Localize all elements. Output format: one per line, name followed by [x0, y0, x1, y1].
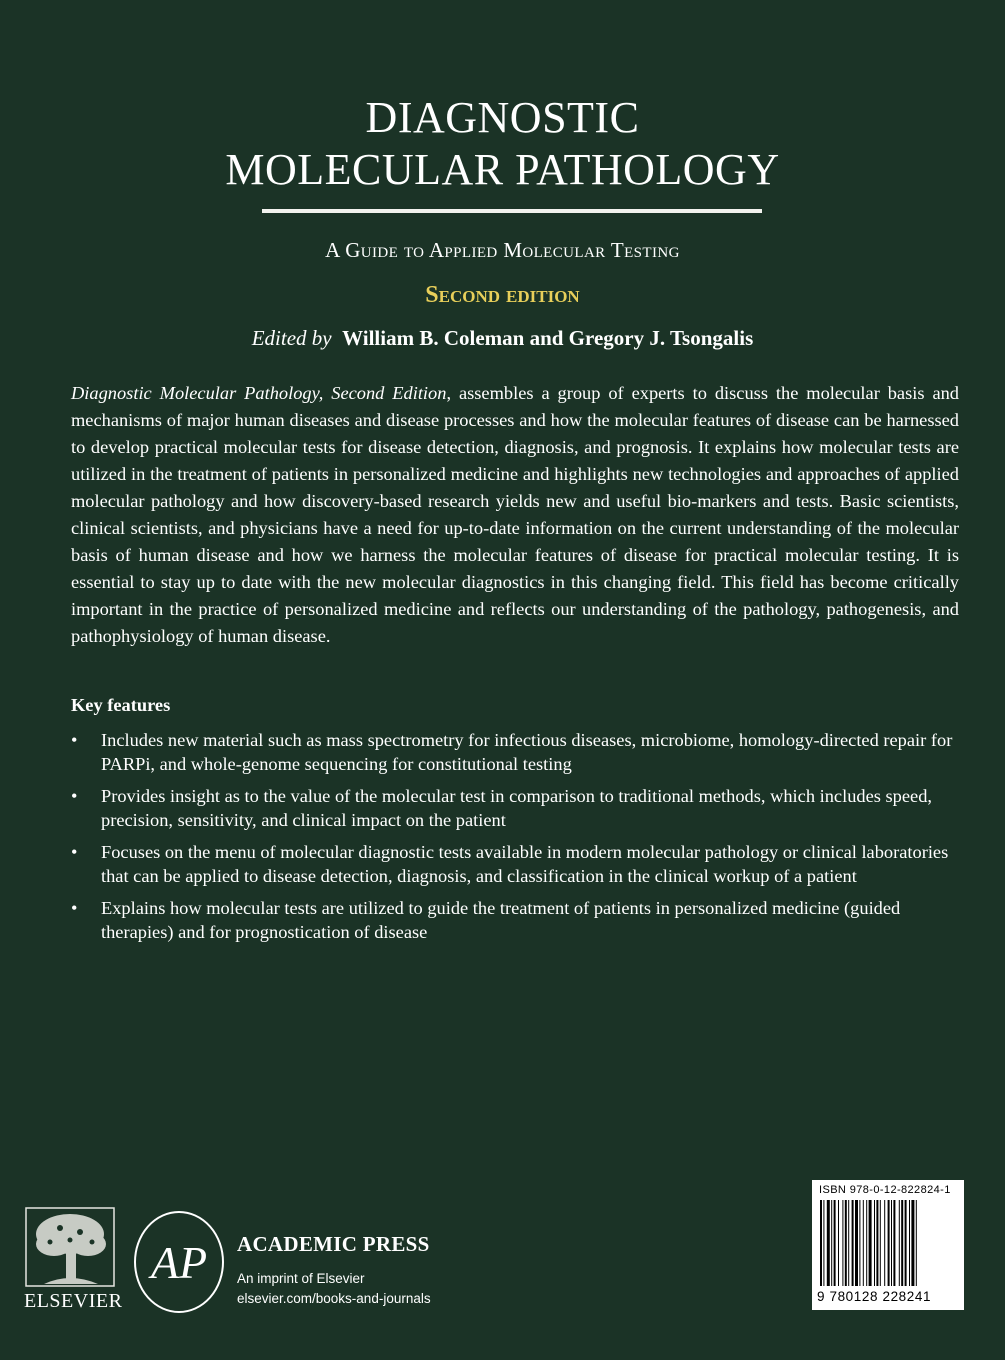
publisher-url: elsevier.com/books-and-journals [237, 1291, 431, 1306]
description-book-title: Diagnostic Molecular Pathology, Second Edition [71, 383, 447, 403]
barcode-bar [884, 1200, 885, 1286]
isbn-label: ISBN 978-0-12-822824-1 [819, 1184, 951, 1196]
edition-label: Second edition [425, 282, 580, 308]
barcode-bar [891, 1200, 892, 1286]
key-feature-item [71, 840, 961, 888]
barcode-bar [888, 1200, 890, 1286]
barcode-number: 9 780128 228241 [817, 1289, 932, 1304]
barcode-bar [905, 1200, 907, 1286]
edited-by-label: Edited by [251, 326, 332, 350]
ap-monogram: AP [150, 1237, 208, 1288]
description-paragraph [71, 380, 959, 650]
editor-names: William B. Coleman and Gregory J. Tsongalis [342, 326, 754, 350]
academic-press-name: ACADEMIC PRESS [237, 1232, 430, 1256]
editors-line [0, 326, 1005, 351]
bullet-icon: • [71, 898, 78, 918]
bullet-icon: • [71, 842, 78, 862]
barcode-bar [845, 1200, 847, 1286]
barcode-bar [911, 1200, 914, 1286]
description-text: , assembles a group of experts to discuss the molecular basis and mechanisms of major human diseases and disease processes and how the molecular features of disease can be harnessed to develop practical molecular tests for disease detection, diagnosis, and prognosis. It explains how molecular tests are utilized in the treatment of patients in personalized medicine and highlights new technologies and approaches of applied molecular pathology and how discovery-based research yields new and useful bio-markers and tests. Basic scientists, clinical scientists, and physicians have a need for up-to-date information on the current understanding of the molecular basis of human disease and how we harness the molecular features of disease for practical molecular testing. It is essential to stay up to date with the new molecular diagnostics in this changing field. This field has become critically important in the practice of personalized medicine and reflects our understanding of the pathology, pathogenesis, and pathophysiology of human disease. [71, 383, 959, 646]
barcode-bar [899, 1200, 900, 1286]
key-feature-item [71, 728, 961, 776]
barcode-bar [855, 1200, 858, 1286]
key-feature-item [71, 784, 961, 832]
barcode-bar [869, 1200, 872, 1286]
barcode-bar [834, 1200, 836, 1286]
bullet-icon: • [71, 730, 78, 750]
barcode-bar [863, 1200, 864, 1286]
barcode-bar [823, 1200, 824, 1286]
barcode-bar [893, 1200, 895, 1286]
barcode-bar [842, 1200, 843, 1286]
title-divider [262, 209, 762, 213]
barcode-bar [827, 1200, 830, 1286]
imprint-line: An imprint of Elsevier [237, 1271, 365, 1286]
barcode-bar [852, 1200, 854, 1286]
barcode-bar [876, 1200, 878, 1286]
barcode-bar [831, 1200, 832, 1286]
barcode-bar [866, 1200, 867, 1286]
barcode-bar [909, 1200, 910, 1286]
key-feature-item [71, 896, 961, 944]
bullet-icon: • [71, 786, 78, 806]
book-subtitle: A Guide to Applied Molecular Testing [325, 238, 680, 262]
academic-press-block [237, 1232, 431, 1309]
key-feature-text: Includes new material such as mass spectrometry for infectious diseases, microbiome, homology-directed repair for PARPi, and whole-genome sequencing for constitutional testing [101, 730, 953, 774]
key-feature-text: Focuses on the menu of molecular diagnostic tests available in modern molecular pathology or clinical laboratories that can be applied to disease detection, diagnosis, and classification in the clinical workup of a patient [101, 842, 949, 886]
barcode-bar [874, 1200, 875, 1286]
key-features-list [71, 728, 961, 952]
barcode-bar [848, 1200, 849, 1286]
key-features-heading: Key features [71, 695, 171, 715]
key-feature-text: Provides insight as to the value of the molecular test in comparison to traditional methods, which includes speed, precision, sensitivity, and clinical impact on the patient [101, 786, 932, 830]
barcode-bar [859, 1200, 860, 1286]
book-title [0, 92, 1005, 196]
barcode-bar [880, 1200, 881, 1286]
barcode-bar [820, 1200, 822, 1286]
title-line-2: MOLECULAR PATHOLOGY [225, 145, 780, 194]
elsevier-wordmark: ELSEVIER [24, 1290, 123, 1312]
barcode-icon [820, 1200, 956, 1286]
barcode-bar [901, 1200, 903, 1286]
barcode-bar [838, 1200, 839, 1286]
title-line-1: DIAGNOSTIC [365, 93, 640, 142]
barcode-bar [916, 1200, 917, 1286]
barcode-panel [812, 1180, 964, 1310]
key-feature-text: Explains how molecular tests are utilized to guide the treatment of patients in personalized medicine (guided therapies) and for prognostication of disease [101, 898, 901, 942]
academic-press-logo-icon [133, 1210, 225, 1314]
